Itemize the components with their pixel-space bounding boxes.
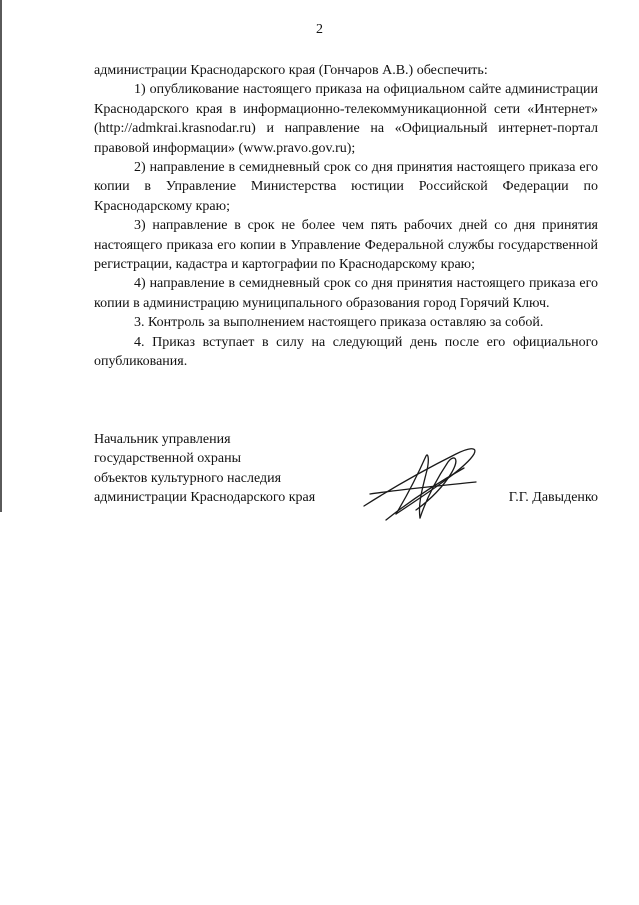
handwritten-signature — [356, 434, 486, 524]
page-number: 2 — [316, 22, 323, 37]
signature-block — [94, 430, 598, 525]
paragraph-continuation: администрации Краснодарского края (Гончаров А.В.) обеспечить: — [94, 63, 488, 78]
paragraph-item-4: 4) направление в семидневный срок со дня принятия настоящего приказа его копии в администрацию муниципального образования город Горячий Ключ. — [94, 276, 598, 311]
paragraph-item-2: 2) направление в семидневный срок со дня принятия настоящего приказа его копии в Управление Министерства юстиции Российской Федерации по Краснодарскому краю; — [94, 160, 598, 214]
signatory-title-line: объектов культурного наследия — [94, 470, 282, 486]
signatory-name: Г.Г. Давыденко — [508, 490, 598, 505]
paragraph-item-1: 1) опубликование настоящего приказа на официальном сайте администрации Краснодарского края в информационно-телекоммуникационной сети «Интернет» (http://admkrai.krasnodar.ru) и направление на «Официальный интернет-портал правовой информации» (www.pravo.gov.ru); — [94, 82, 598, 156]
paragraph-item-3: 3) направление в срок не более чем пять рабочих дней со дня принятия настоящего приказа его копии в Управление Федеральной службы государственной регистрации, кадастра и картографии по Краснодарскому краю; — [94, 218, 598, 273]
signatory-title-line: администрации Краснодарского края — [94, 490, 316, 506]
signatory-title-line: Начальник управления — [94, 432, 231, 447]
document-body — [94, 61, 598, 372]
scan-edge-line — [0, 0, 2, 512]
paragraph-clause-4: 4. Приказ вступает в силу на следующий день после его официального опубликования. — [94, 334, 598, 370]
signatory-title-line: государственной охраны — [94, 451, 242, 467]
paragraph-clause-3: 3. Контроль за выполнением настоящего приказа оставляю за собой. — [134, 315, 544, 331]
